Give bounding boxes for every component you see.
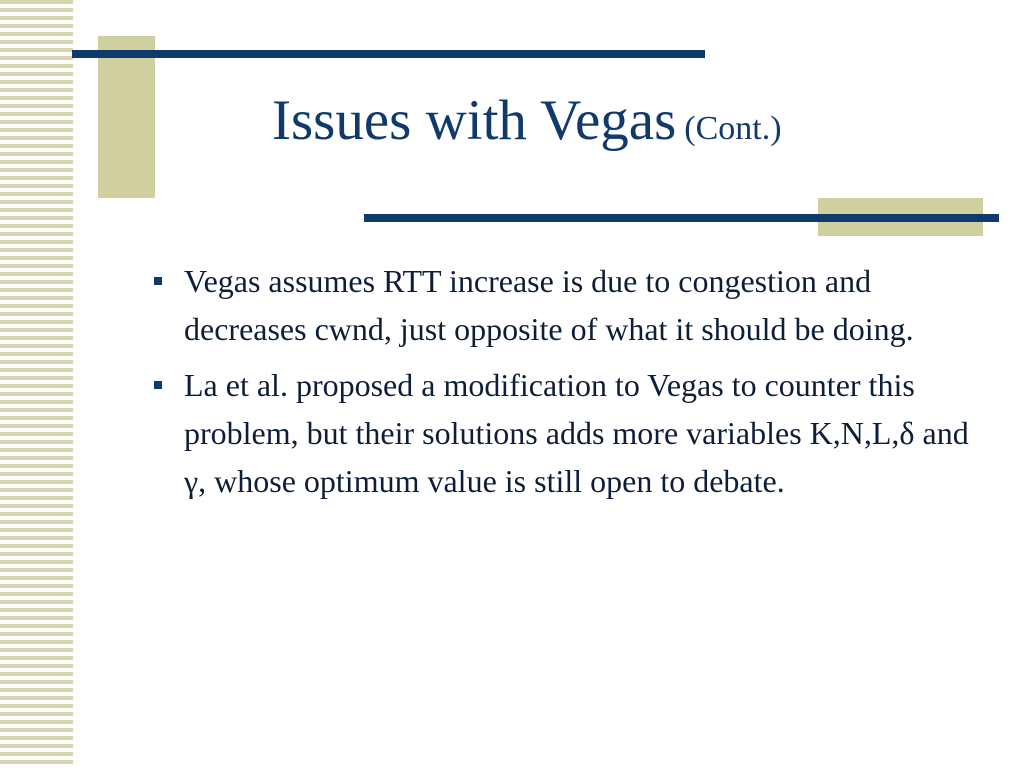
slide-title — [272, 89, 782, 152]
bullet-text: La et al. proposed a modification to Vegas to counter this problem, but their solutions adds more variables K,N,L,δ and γ, whose optimum value is still open to debate. — [184, 367, 969, 499]
bullet-item — [150, 361, 980, 505]
title-rule-top — [72, 50, 705, 58]
bullet-list — [150, 257, 980, 513]
accent-block-left — [98, 36, 155, 198]
bullet-square-icon — [154, 381, 162, 389]
bullet-square-icon — [154, 277, 162, 285]
decorative-stripes — [0, 0, 73, 768]
bullet-item — [150, 257, 980, 353]
title-rule-bottom — [364, 214, 999, 222]
title-subtitle: (Cont.) — [684, 110, 782, 147]
title-main: Issues with Vegas — [272, 89, 677, 152]
bullet-text: Vegas assumes RTT increase is due to congestion and decreases cwnd, just opposite of what it should be doing. — [184, 263, 914, 347]
